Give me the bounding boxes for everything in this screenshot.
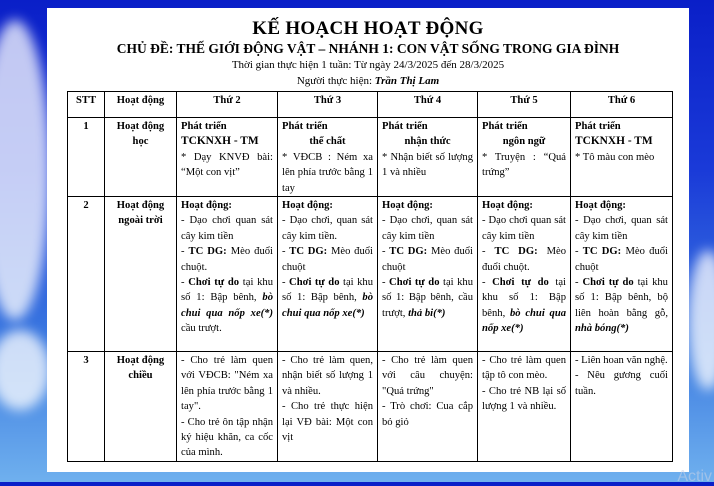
- background-cloud: [0, 330, 50, 410]
- cell-game: - TC DG: Mèo đuổi chuột: [575, 246, 668, 273]
- cell-text: * VĐCB : Ném xa lên phía trước bằng 1 tay: [282, 151, 373, 194]
- row-activity: Hoạt động học: [105, 118, 177, 197]
- document-page: [47, 8, 689, 472]
- cell-text: - Trò chơi: Cua cắp bỏ giỏ: [382, 401, 473, 428]
- cell-thu-3: [278, 118, 378, 197]
- cell-free-play: - Chơi tự do tại khu số 1: Bập bênh, bò chui qua nốp xe(*): [282, 277, 373, 319]
- header-activity: Hoạt động: [105, 92, 177, 118]
- cell-thu-5: [478, 197, 571, 352]
- header-thu-6: Thứ 6: [571, 92, 673, 118]
- cell-thu-6: [571, 197, 673, 352]
- cell-text: - Cho trẻ làm quen, nhận biết số lượng 1 và nhiều.: [282, 355, 373, 397]
- header-thu-3: Thứ 3: [278, 92, 378, 118]
- cell-free-play: - Chơi tự do tại khu số 1: Bập bênh, bò chui qua nốp xe(*) cầu trượt.: [181, 277, 273, 335]
- author-label: Người thực hiện:: [296, 75, 375, 87]
- document-author: [47, 75, 689, 87]
- row-activity: Hoạt động ngoài trời: [105, 197, 177, 352]
- cell-thu-4: [378, 352, 478, 462]
- cell-free-play: - Chơi tự do tại khu số 1: Bập bênh, bò chui qua nốp xe(*): [482, 277, 567, 335]
- background-cloud: [0, 20, 50, 320]
- header-stt: STT: [68, 92, 105, 118]
- cell-thu-3: [278, 352, 378, 462]
- cell-thu-6: [571, 118, 673, 197]
- cell-free-play: - Chơi tự do tại khu số 1: Bập bênh, cầu trượt, thả bi(*): [382, 277, 473, 319]
- cell-thu-5: [478, 352, 571, 462]
- row-number: 3: [68, 352, 105, 462]
- table-header-row: [68, 92, 673, 118]
- background-cloud: [688, 250, 714, 390]
- cell-thu-4: [378, 197, 478, 352]
- cell-text: - Nêu gương cuối tuần.: [575, 370, 668, 397]
- header-thu-5: Thứ 5: [478, 92, 571, 118]
- cell-text: - Dạo chơi, quan sát cây kim tiền.: [282, 215, 373, 242]
- cell-subheading: nhận thức: [404, 136, 451, 148]
- cell-game: - TC DG: Mèo đuổi chuột: [382, 246, 473, 273]
- author-name: Trần Thị Lam: [374, 75, 440, 87]
- cell-thu-4: [378, 118, 478, 197]
- cell-label: Hoạt động:: [282, 200, 333, 212]
- cell-subheading: TCKNXH - TM: [181, 135, 259, 148]
- cell-text: * Tô màu con mèo: [575, 151, 655, 163]
- document-time: Thời gian thực hiện 1 tuần: Từ ngày 24/3/2025 đến 28/3/2025: [231, 59, 505, 71]
- cell-label: Hoạt động:: [382, 200, 433, 212]
- activation-watermark: Activ: [677, 468, 712, 485]
- cell-subheading: ngôn ngữ: [502, 136, 546, 148]
- cell-text: - Cho trẻ NB lại số lượng 1 và nhiều.: [482, 385, 566, 413]
- cell-label: Hoạt động:: [575, 200, 626, 212]
- row-activity: Hoạt động chiều: [105, 352, 177, 462]
- cell-text: - Cho trẻ làm quen với VĐCB: "Ném xa lên phía trước bằng 1 tay".: [181, 355, 273, 413]
- row-number: 2: [68, 197, 105, 352]
- cell-thu-5: [478, 118, 571, 197]
- cell-thu-3: [278, 197, 378, 352]
- cell-text: - Cho trẻ làm quen với câu chuyện: "Quả trứng": [382, 355, 473, 397]
- row-number: 1: [68, 118, 105, 197]
- table-row: [68, 197, 673, 352]
- cell-game: - TC DG: Mèo đuổi chuột.: [181, 246, 273, 273]
- cell-heading: Phát triển: [181, 121, 227, 132]
- cell-heading: Phát triển: [575, 121, 621, 132]
- cell-game: - TC DG: Mèo đuổi chuột: [282, 246, 373, 273]
- cell-text: - Liên hoan văn nghệ.: [575, 355, 668, 367]
- document-title: KẾ HOẠCH HOẠT ĐỘNG: [252, 18, 484, 39]
- table-row: [68, 118, 673, 197]
- cell-text: * Nhận biết số lượng 1 và nhiều: [382, 151, 473, 179]
- cell-text: * Dạy KNVĐ bài: “Một con vịt”: [181, 151, 273, 179]
- cell-subheading: thể chất: [309, 136, 346, 148]
- cell-label: Hoạt động:: [181, 200, 232, 212]
- cell-heading: Phát triển: [382, 121, 428, 132]
- cell-text: - Dạo chơi, quan sát cây kim tiền: [382, 215, 473, 242]
- header-thu-4: Thứ 4: [378, 92, 478, 118]
- cell-thu-2: [177, 197, 278, 352]
- cell-heading: Phát triển: [282, 121, 328, 132]
- cell-text: - Cho trẻ làm quen tập tô con mèo.: [482, 355, 566, 382]
- cell-text: * Truyện : “Quả trứng”: [482, 151, 566, 179]
- cell-label: Hoạt động:: [482, 200, 533, 212]
- cell-thu-2: [177, 118, 278, 197]
- document-subtitle: CHỦ ĐỀ: THẾ GIỚI ĐỘNG VẬT – NHÁNH 1: CON VẬT SỐNG TRONG GIA ĐÌNH: [116, 41, 620, 56]
- cell-text: - Dạo chơi quan sát cây kim tiền: [181, 215, 273, 242]
- cell-text: - Dạo chơi, quan sát cây kim tiền: [575, 215, 668, 242]
- cell-subheading: TCKNXH - TM: [575, 135, 653, 148]
- cell-free-play: - Chơi tự do tại khu số 1: Bập bênh, bộ liên hoàn bằng gỗ, nhà bóng(*): [575, 277, 668, 335]
- activity-plan-table: [67, 91, 673, 462]
- cell-thu-2: [177, 352, 278, 462]
- cell-text: - Cho trẻ ôn tập nhận ký hiệu khăn, ca cốc của mình.: [181, 416, 273, 459]
- cell-text: - Cho trẻ thực hiện lại VĐ bài: Một con vịt: [282, 401, 373, 444]
- cell-text: - Dạo chơi quan sát cây kim tiền: [482, 215, 566, 242]
- cell-game: - TC DG: Mèo đuổi chuột.: [482, 246, 566, 273]
- cell-thu-6: [571, 352, 673, 462]
- cell-heading: Phát triển: [482, 121, 528, 132]
- table-row: [68, 352, 673, 462]
- header-thu-2: Thứ 2: [177, 92, 278, 118]
